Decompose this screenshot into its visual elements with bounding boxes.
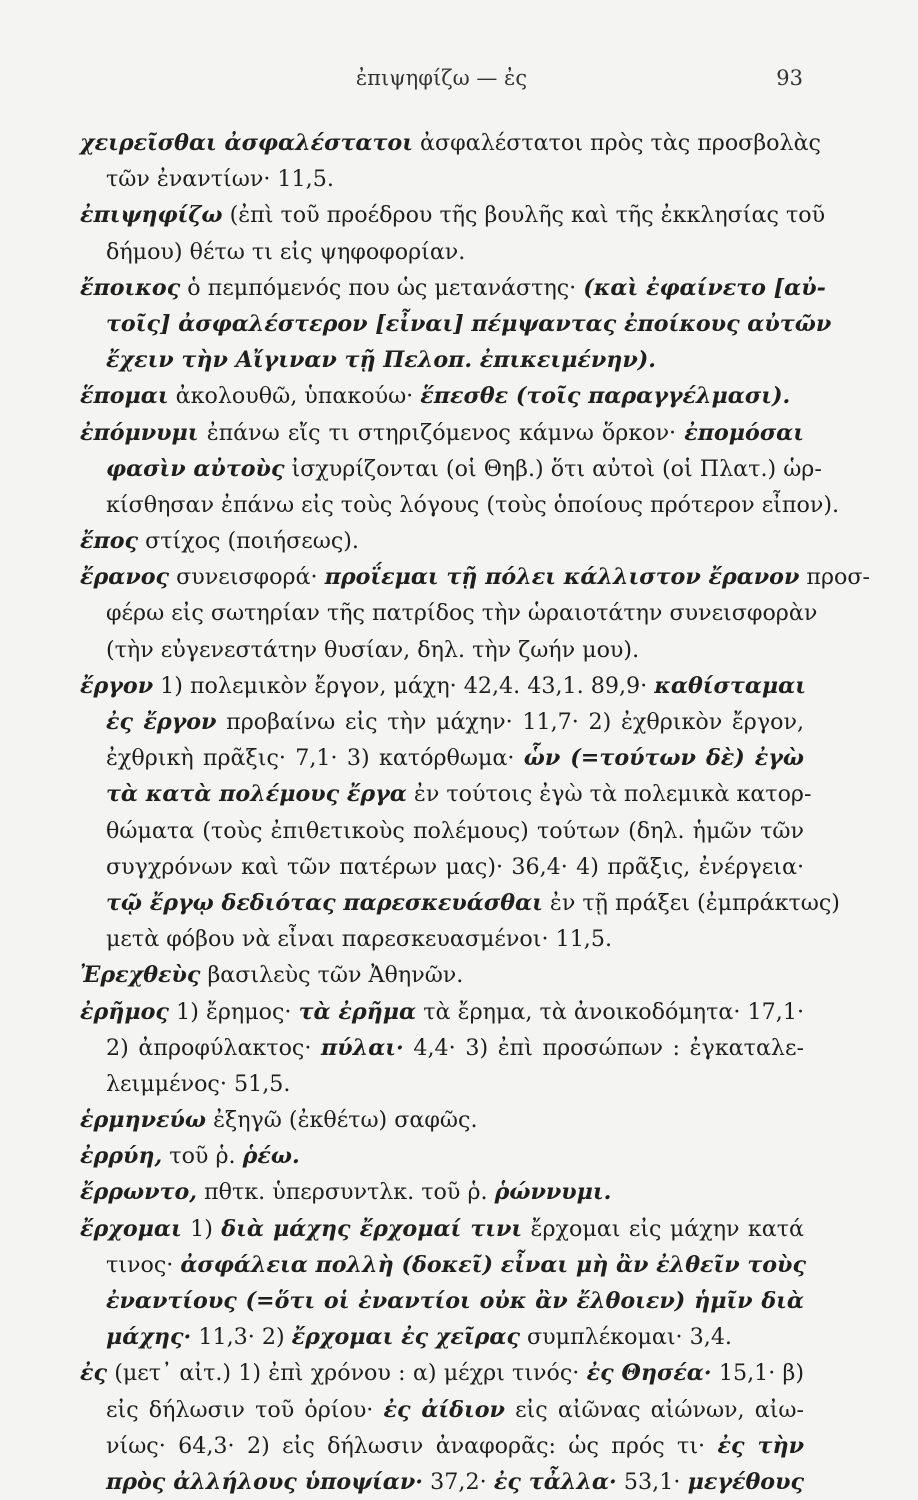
text-line (80, 1355, 804, 1391)
definition-text: ἀσφαλέστατοι πρὸς τὰς προσβολὰς (412, 130, 821, 156)
bold-italic-term: ἐς τἆλλα· (493, 1468, 617, 1495)
text-line (80, 1102, 804, 1138)
bold-italic-term: ἐς τὴν (717, 1432, 804, 1459)
bold-italic-term: πρὸς ἀλλήλους ὑποψίαν· (106, 1468, 423, 1495)
bold-italic-term: ἐρρύη, (80, 1143, 163, 1170)
bold-italic-term: ῥώννυμι. (494, 1179, 612, 1206)
bold-italic-term: ἐρῆμος (80, 998, 169, 1025)
text-line (80, 1066, 804, 1102)
bold-italic-term: ὧν (=τούτων δὲ) ἐγὼ (523, 745, 804, 772)
bold-italic-term: ἐπομόσαι (684, 419, 804, 446)
definition-text: ἐν τῇ πράξει (ἐμπράκτως) (542, 889, 840, 916)
definition-text: νίως· 64,3· 2) εἰς δήλωσιν ἀναφορᾶς: ὡς πρός τι· (106, 1432, 718, 1459)
text-line (80, 125, 821, 161)
definition-text: εἰς αἰῶνας αἰώνων, αἰω- (504, 1396, 805, 1423)
text-line (80, 1030, 804, 1066)
text-line (80, 1174, 804, 1210)
definition-text: (τὴν εὐγενεστάτην θυσίαν, δηλ. τὴν ζωήν μου). (106, 636, 640, 663)
bold-italic-term: ἐς Θησέα· (586, 1360, 712, 1387)
bold-italic-term: ἐπόμνυμι (80, 419, 199, 446)
bold-italic-term: ῥέω. (242, 1143, 300, 1170)
bold-italic-term: ἕπομαι (80, 383, 169, 410)
definition-text: ἐξηγῶ (ἐκθέτω) σαφῶς. (206, 1107, 478, 1134)
dictionary-entries (80, 125, 871, 1500)
text-line (80, 1319, 804, 1355)
definition-text: συμπλέκομαι· 3,4. (519, 1324, 732, 1351)
definition-text: 4,4· 3) ἐπὶ προσώπων : ἐγκαταλε- (403, 1034, 804, 1061)
running-title: ἐπιψηφίζω — ἐς (355, 66, 528, 90)
bold-italic-term: ἐς ἔργον (106, 709, 217, 735)
text-line (80, 849, 804, 885)
bold-italic-term: τοῖς] ἀσφαλέστερον [εἶναι] πέμψαντας ἐποίκους αὐτῶν (106, 310, 832, 337)
definition-text: 2) ἀπροφύλακτος· (106, 1034, 322, 1061)
text-line (80, 1392, 804, 1428)
bold-italic-term: τὰ κατὰ πολέμους ἔργα (106, 781, 407, 808)
bold-italic-term: προΐεμαι τῇ πόλει κάλλιστον ἔρανον (324, 564, 800, 591)
bold-italic-term: ἐπιψηφίζω (80, 202, 223, 229)
definition-text: προσ- (799, 564, 871, 591)
definition-text: μετὰ φόβου νὰ εἶναι παρεσκευασμένοι· 11,5. (106, 926, 613, 953)
text-line (80, 161, 804, 197)
definition-text: 37,2· (422, 1468, 494, 1495)
text-line (80, 1428, 804, 1464)
definition-text: 1) (181, 1215, 222, 1242)
bold-italic-term: ἐναντίους (=ὅτι οἱ ἐναντίοι οὐκ ἂν ἔλθοιεν) ἡμῖν διὰ (106, 1288, 804, 1314)
definition-text: κίσθησαν ἐπάνω εἰς τοὺς λόγους (τοὺς ὁποίους πρότερον εἶπον). (106, 491, 840, 518)
definition-text: τὰ ἔρημα, τὰ ἀνοικοδόμητα· 17,1· (416, 998, 804, 1025)
text-line (80, 885, 840, 921)
bold-italic-term: ἔρχομαι ἐς χεῖρας (291, 1324, 520, 1351)
definition-text: ἐχθρικὴ πρᾶξις· 7,1· 3) κατόρθωμα· (106, 745, 524, 772)
bold-italic-term: ἔποικος (80, 274, 181, 301)
bold-italic-term: (καὶ ἐφαίνετο [αὐ- (583, 274, 826, 301)
definition-text: ἀκολουθῶ, ὑπακούω· (168, 383, 421, 410)
bold-italic-term: χειρεῖσθαι ἀσφαλέστατοι (80, 130, 413, 156)
text-line (80, 487, 840, 523)
definition-text: ἐπάνω εἴς τι στηριζόμενος κάμνω ὅρκον· (198, 419, 685, 446)
definition-text: θώματα (τοὺς ἐπιθετικοὺς πολέμους) τούτων (δηλ. ἡμῶν τῶν (106, 817, 804, 844)
bold-italic-term: ἀσφάλεια πολλὴ (δοκεῖ) εἶναι μὴ ἂν ἐλθεῖν τοὺς (180, 1251, 806, 1278)
definition-text: εἰς δήλωσιν τοῦ ὁρίου· (106, 1396, 384, 1423)
definition-text: 11,3· 2) (191, 1324, 292, 1351)
bold-italic-term: ἐς ἀίδιον (383, 1396, 505, 1423)
text-line (80, 595, 818, 631)
definition-text: τινος· (106, 1251, 181, 1278)
bold-italic-term: πύλαι· (321, 1034, 404, 1061)
bold-italic-term: ἔρχομαι (80, 1215, 182, 1242)
text-line (80, 704, 804, 740)
text-line (80, 197, 826, 233)
definition-text: πθτκ. ὑπερσυντλκ. τοῦ ῥ. (196, 1179, 495, 1206)
definition-text: ἰσχυρίζονται (οἱ Θηβ.) ὅτι αὐτοὶ (οἱ Πλατ.) ὡρ- (284, 455, 822, 482)
bold-italic-term: ἐς (80, 1360, 107, 1387)
text-line (80, 776, 812, 812)
bold-italic-term: ἔργον (80, 672, 154, 699)
bold-italic-term: ἔρανος (80, 564, 170, 591)
text-line (80, 559, 871, 595)
definition-text: 53,1· (616, 1468, 688, 1495)
definition-text: λειμμένος· 51,5. (106, 1070, 291, 1097)
text-line (80, 523, 804, 559)
definition-text: συνεισφορά· (169, 564, 325, 591)
definition-text: δήμου) θέτω τι εἰς ψηφοφορίαν. (106, 238, 466, 265)
definition-text: τοῦ ῥ. (162, 1143, 243, 1170)
definition-text: 15,1· β) (711, 1360, 805, 1387)
text-line (80, 632, 804, 668)
text-line (80, 234, 804, 270)
definition-text: ἐν τούτοις ἐγὼ τὰ πολεμικὰ κατορ- (406, 781, 812, 808)
text-line (80, 1283, 804, 1319)
bold-italic-term: τῷ ἔργῳ δεδιότας παρεσκευάσθαι (106, 889, 543, 916)
bold-italic-term: ἕπεσθε (τοῖς παραγγέλμασι). (420, 383, 791, 410)
definition-text: συγχρόνων καὶ τῶν πατέρων μας)· 36,4· 4) πρᾶξις, ἐνέργεια· (106, 853, 804, 880)
text-line (80, 1138, 804, 1174)
text-line (80, 921, 804, 957)
definition-text: 1) ἔρημος· (168, 998, 299, 1025)
definition-text: βασιλεὺς τῶν Ἀθηνῶν. (200, 962, 464, 989)
definition-text: (μετ᾽ αἰτ.) 1) ἐπὶ χρόνου : α) μέχρι τινός· (107, 1360, 587, 1387)
bold-italic-term: μεγέθους (687, 1468, 804, 1495)
page-number: 93 (776, 66, 803, 90)
text-line (80, 957, 804, 993)
text-line (80, 1211, 804, 1247)
text-line (80, 668, 804, 704)
bold-italic-term: καθίσταμαι (654, 672, 806, 699)
text-line (80, 813, 804, 849)
page-header (80, 66, 803, 98)
definition-text: στίχος (ποιήσεως). (138, 528, 359, 555)
definition-text: (ἐπὶ τοῦ προέδρου τῆς βουλῆς καὶ τῆς ἐκκλησίας τοῦ (222, 202, 826, 229)
bold-italic-term: ἔρρωντο, (80, 1179, 197, 1206)
text-line (80, 451, 822, 487)
text-line (80, 415, 804, 451)
text-line (80, 1247, 804, 1283)
text-line (80, 378, 804, 414)
definition-text: φέρω εἰς σωτηρίαν τῆς πατρίδος τὴν ὡραιοτάτην συνεισφορὰν (106, 600, 818, 627)
bold-italic-term: φασὶν αὐτοὺς (106, 455, 285, 482)
definition-text: τῶν ἐναντίων· 11,5. (106, 166, 334, 193)
bold-italic-term: μάχης· (106, 1324, 192, 1351)
bold-italic-term: ἔπος (80, 528, 139, 555)
text-line (80, 342, 804, 378)
text-line (80, 740, 804, 776)
text-line (80, 306, 832, 342)
bold-italic-term: ἔχειν τὴν Αἴγιναν τῇ Πελοπ. ἐπικειμένην). (106, 347, 656, 374)
text-line (80, 270, 826, 306)
bold-italic-term: ἑρμηνεύω (80, 1107, 207, 1134)
bold-italic-term: διὰ μάχης ἔρχομαί τινι (221, 1215, 523, 1242)
bold-italic-term: τὰ ἐρῆμα (298, 998, 417, 1025)
bold-italic-term: Ἐρεχθεὺς (80, 962, 201, 989)
definition-text: 1) πολεμικὸν ἔργον, μάχη· 42,4. 43,1. 89,9· (153, 672, 655, 699)
text-line (80, 994, 804, 1030)
definition-text: ὁ πεμπόμενός που ὡς μετανάστης· (180, 274, 584, 301)
text-line (80, 1464, 804, 1500)
definition-text: προβαίνω εἰς τὴν μάχην· 11,7· 2) ἐχθρικὸν ἔργον, (216, 709, 805, 735)
definition-text: ἔρχομαι εἰς μάχην κατά (522, 1215, 804, 1242)
